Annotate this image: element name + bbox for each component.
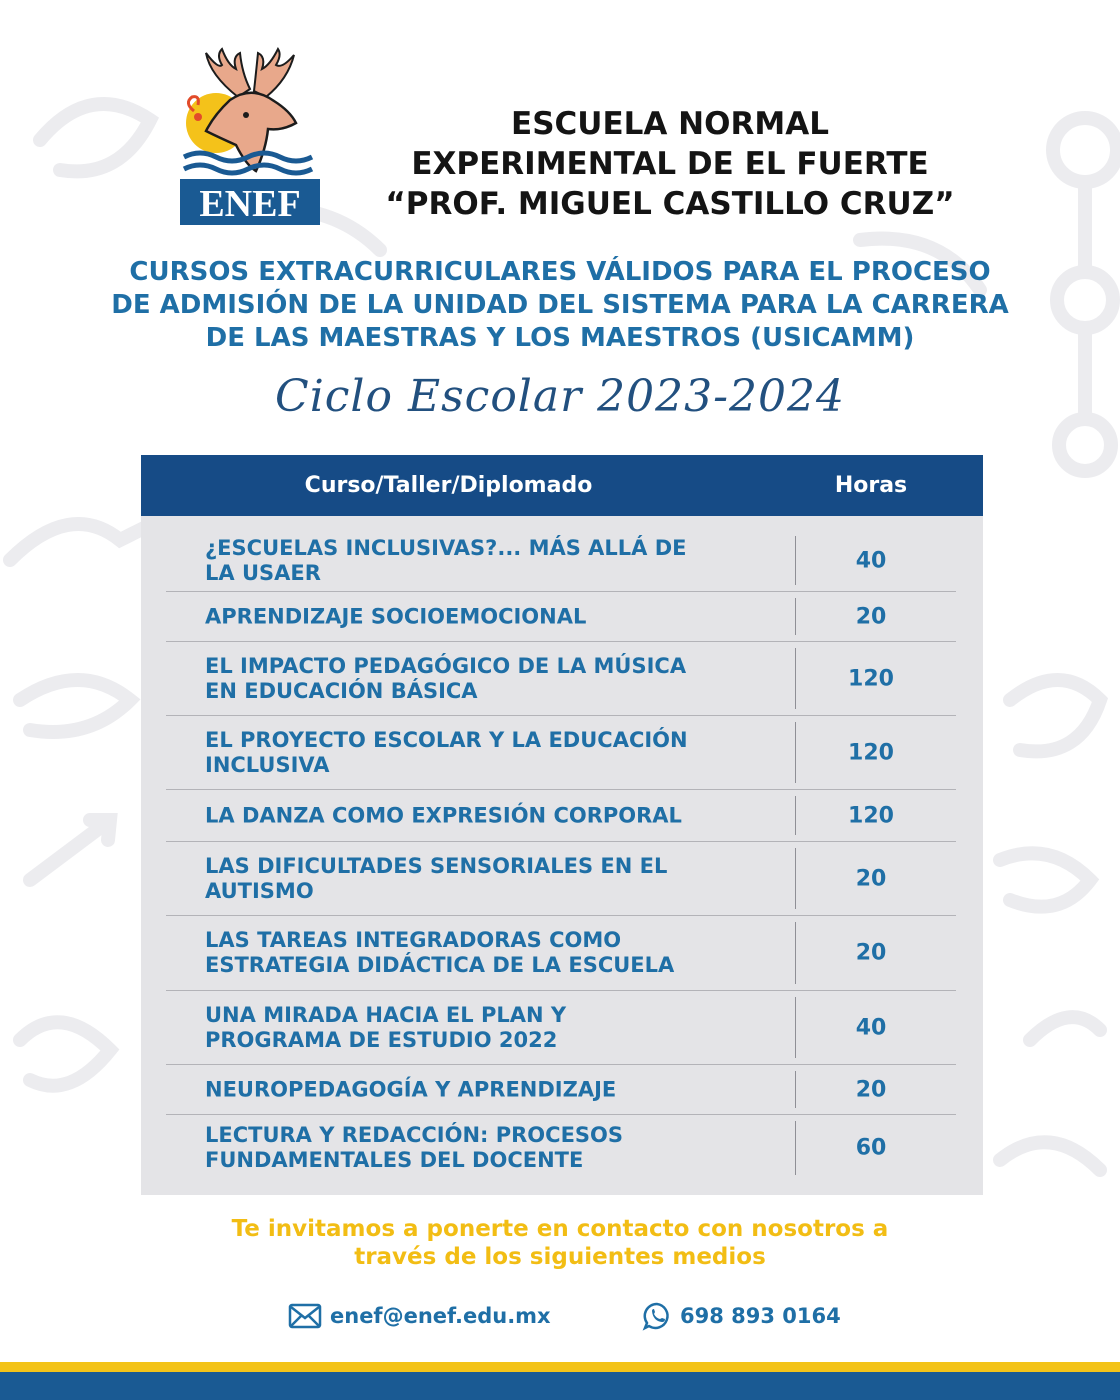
course-name xyxy=(205,1123,745,1173)
course-hours: 20 xyxy=(855,940,887,966)
course-hours: 40 xyxy=(855,548,887,573)
course-name-line2: LA USAER xyxy=(205,560,321,585)
course-name xyxy=(205,854,745,904)
course-name xyxy=(205,928,745,978)
enef-logo xyxy=(170,45,330,230)
course-hours: 120 xyxy=(848,666,894,691)
whatsapp-icon xyxy=(642,1301,672,1331)
footer-stripe-blue xyxy=(0,1372,1120,1400)
course-name xyxy=(205,536,745,586)
course-name xyxy=(205,728,745,778)
course-hours: 20 xyxy=(855,1077,887,1102)
table-row xyxy=(166,790,956,842)
phone-text[interactable]: 698 893 0164 xyxy=(680,1304,841,1328)
school-name-line2: EXPERIMENTAL DE EL FUERTE xyxy=(411,146,929,182)
contact-invitation xyxy=(100,1215,1020,1271)
course-hours: 60 xyxy=(855,1135,887,1161)
school-cycle: Ciclo Escolar 2023-2024 xyxy=(275,371,845,422)
course-name-line2: EN EDUCACIÓN BÁSICA xyxy=(205,678,478,703)
table-header xyxy=(141,455,983,516)
email-text[interactable]: enef@enef.edu.mx xyxy=(330,1304,551,1328)
course-name-line1: LAS DIFICULTADES SENSORIALES EN EL xyxy=(205,853,668,878)
course-name-line1: APRENDIZAJE SOCIOEMOCIONAL xyxy=(205,604,587,628)
school-name-line1: ESCUELA NORMAL xyxy=(511,106,829,142)
subtitle-line3: DE LAS MAESTRAS Y LOS MAESTROS (USICAMM) xyxy=(205,323,915,353)
course-name-line1: EL IMPACTO PEDAGÓGICO DE LA MÚSICA xyxy=(205,653,687,678)
course-name-line1: EL PROYECTO ESCOLAR Y LA EDUCACIÓN xyxy=(205,727,688,752)
invite-line2: través de los siguientes medios xyxy=(354,1244,766,1270)
course-name-line2: FUNDAMENTALES DEL DOCENTE xyxy=(205,1148,584,1172)
table-row xyxy=(166,642,956,716)
course-hours: 20 xyxy=(855,604,887,629)
course-name-line1: NEUROPEDAGOGÍA Y APRENDIZAJE xyxy=(205,1077,617,1101)
table-row xyxy=(166,916,956,991)
table-body xyxy=(166,530,956,1181)
table-row xyxy=(166,1065,956,1115)
footer-stripe-yellow xyxy=(0,1362,1120,1372)
table-row xyxy=(166,1115,956,1181)
course-name-line2: INCLUSIVA xyxy=(205,752,330,777)
school-name xyxy=(380,104,960,224)
course-name-line2: ESTRATEGIA DIDÁCTICA DE LA ESCUELA xyxy=(205,953,675,977)
table-row xyxy=(166,842,956,916)
course-name-line1: LA DANZA COMO EXPRESIÓN CORPORAL xyxy=(205,803,682,827)
course-hours: 120 xyxy=(848,803,894,828)
deer-logo-icon xyxy=(170,45,330,230)
course-name xyxy=(205,803,745,828)
contact-email[interactable] xyxy=(288,1298,551,1334)
logo-text: ENEF xyxy=(199,183,301,225)
header-hours: Horas xyxy=(834,473,908,498)
course-name-line2: AUTISMO xyxy=(205,878,314,903)
contact-phone[interactable] xyxy=(642,1298,841,1334)
mail-icon xyxy=(288,1303,322,1329)
course-name xyxy=(205,1077,745,1102)
course-name xyxy=(205,604,745,629)
course-name-line1: ¿ESCUELAS INCLUSIVAS?... MÁS ALLÁ DE xyxy=(205,535,687,560)
course-name-line2: PROGRAMA DE ESTUDIO 2022 xyxy=(205,1027,558,1052)
page-subtitle xyxy=(60,256,1060,355)
school-name-line3: “PROF. MIGUEL CASTILLO CRUZ” xyxy=(385,186,955,222)
course-name-line1: LAS TAREAS INTEGRADORAS COMO xyxy=(205,928,622,952)
course-name-line1: UNA MIRADA HACIA EL PLAN Y xyxy=(205,1002,567,1027)
course-name xyxy=(205,654,745,704)
courses-table xyxy=(141,455,983,1195)
course-name xyxy=(205,1003,745,1053)
table-row xyxy=(166,530,956,592)
course-name-line1: LECTURA Y REDACCIÓN: PROCESOS xyxy=(205,1123,624,1147)
course-hours: 20 xyxy=(855,866,887,891)
table-row xyxy=(166,716,956,790)
subtitle-line1: CURSOS EXTRACURRICULARES VÁLIDOS PARA EL PROCESO xyxy=(129,257,991,287)
invite-line1: Te invitamos a ponerte en contacto con nosotros a xyxy=(231,1216,889,1242)
course-hours: 40 xyxy=(855,1015,887,1040)
header-course: Curso/Taller/Diplomado xyxy=(304,473,593,498)
subtitle-line2: DE ADMISIÓN DE LA UNIDAD DEL SISTEMA PARA LA CARRERA xyxy=(111,290,1009,320)
course-hours: 120 xyxy=(848,740,894,765)
table-row xyxy=(166,991,956,1065)
table-row xyxy=(166,592,956,642)
